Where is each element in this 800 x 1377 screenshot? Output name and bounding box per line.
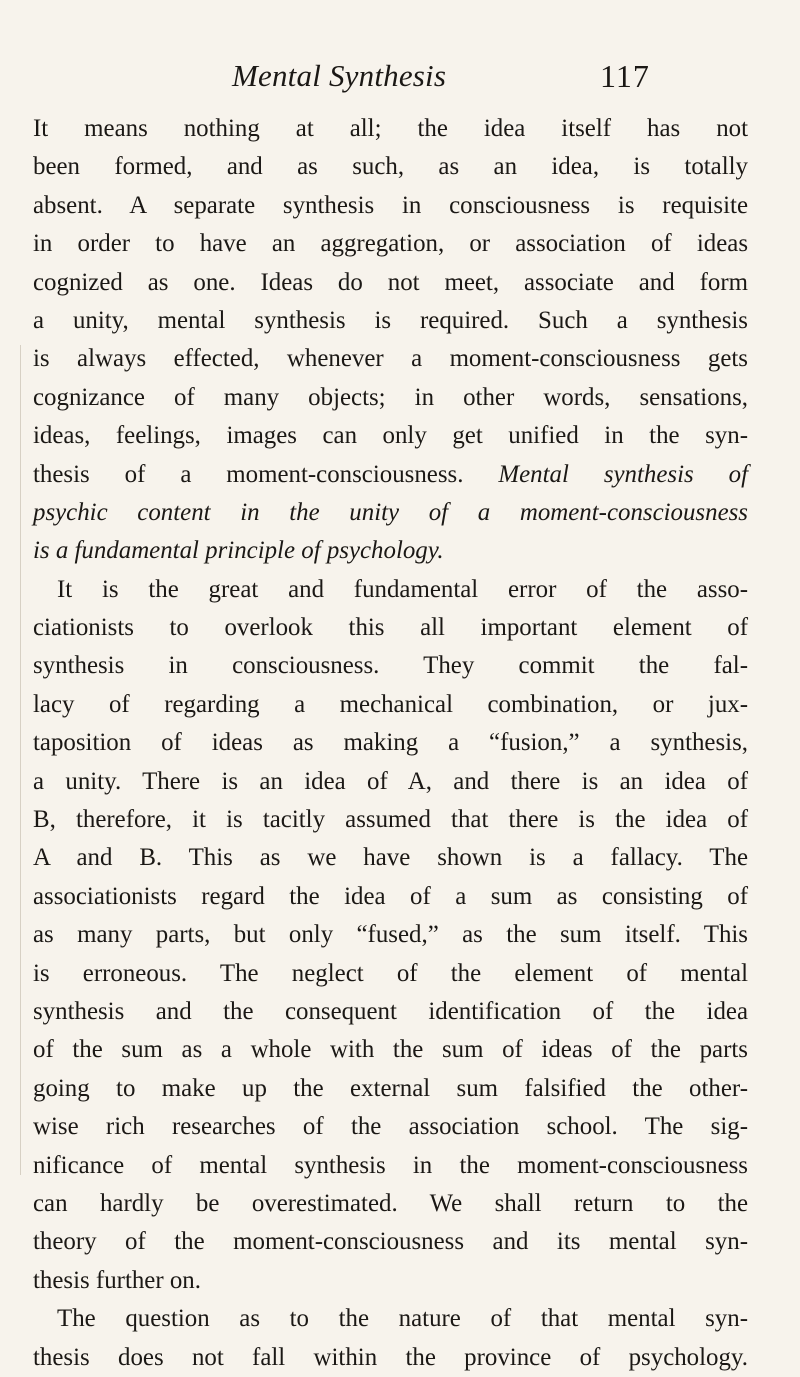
text-line: nificance of mental synthesis in the moment-consciousness xyxy=(33,1151,748,1179)
text-line: been formed, and as such, as an idea, is totally xyxy=(33,153,748,181)
text-line: going to make up the external sum falsified the other- xyxy=(33,1074,748,1102)
text-line: thesis does not fall within the province of psychology. xyxy=(33,1343,748,1371)
text-line: cognizance of many objects; in other words, sensations, xyxy=(33,383,748,411)
text-line: B, therefore, it is tacitly assumed that there is the idea of xyxy=(33,806,748,834)
text-line: cognized as one. Ideas do not meet, associate and form xyxy=(33,268,748,296)
text-line: lacy of regarding a mechanical combination, or jux- xyxy=(33,690,748,718)
text-line: theory of the moment-consciousness and its mental syn- xyxy=(33,1228,748,1256)
text-line xyxy=(33,456,748,494)
text-line: can hardly be overestimated. We shall return to the xyxy=(33,1189,748,1217)
text-line: absent. A separate synthesis in consciousness is requisite xyxy=(33,191,748,219)
text-line: synthesis and the consequent identification of the idea xyxy=(33,997,748,1025)
text-line: synthesis in consciousness. They commit the fal- xyxy=(33,652,748,680)
text-line: associationists regard the idea of a sum as consisting of xyxy=(33,882,748,910)
page-edge-shadow xyxy=(20,345,21,1175)
text-line: A and B. This as we have shown is a fallacy. The xyxy=(33,844,748,872)
page-number: 117 xyxy=(600,58,650,94)
text-line: ciationists to overlook this all important element of xyxy=(33,614,748,642)
text-line: is erroneous. The neglect of the element of mental xyxy=(33,959,748,987)
text-line: It means nothing at all; the idea itself has not xyxy=(33,115,748,142)
text-line-italic: is a fundamental principle of psychology. xyxy=(33,537,444,565)
paragraph-start-line: It is the great and fundamental error of the asso- xyxy=(57,575,748,603)
paragraph-start-line: The question as to the nature of that mental syn- xyxy=(57,1305,748,1333)
italic-span: Mental synthesis of xyxy=(498,460,748,488)
text-line: ideas, feelings, images can only get unified in the syn- xyxy=(33,422,748,450)
text-line: in order to have an aggregation, or association of ideas xyxy=(33,230,748,258)
text-line-italic: psychic content in the unity of a moment-consciousness xyxy=(33,498,748,526)
running-header xyxy=(232,58,672,98)
text-line: wise rich researches of the association school. The sig- xyxy=(33,1113,748,1141)
text-line: a unity, mental synthesis is required. Such a synthesis xyxy=(33,306,748,334)
text-line: taposition of ideas as making a “fusion,” a synthesis, xyxy=(33,729,748,757)
text-line: of the sum as a whole with the sum of ideas of the parts xyxy=(33,1036,748,1064)
running-title: Mental Synthesis xyxy=(232,58,447,93)
text-line: thesis further on. xyxy=(33,1266,201,1294)
text-line: is always effected, whenever a moment-consciousness gets xyxy=(33,345,748,373)
text-line: a unity. There is an idea of A, and there is an idea of xyxy=(33,767,748,795)
body-text xyxy=(33,110,748,1377)
text-line: as many parts, but only “fused,” as the sum itself. This xyxy=(33,921,748,949)
text-span: thesis of a moment-consciousness. xyxy=(33,460,464,488)
